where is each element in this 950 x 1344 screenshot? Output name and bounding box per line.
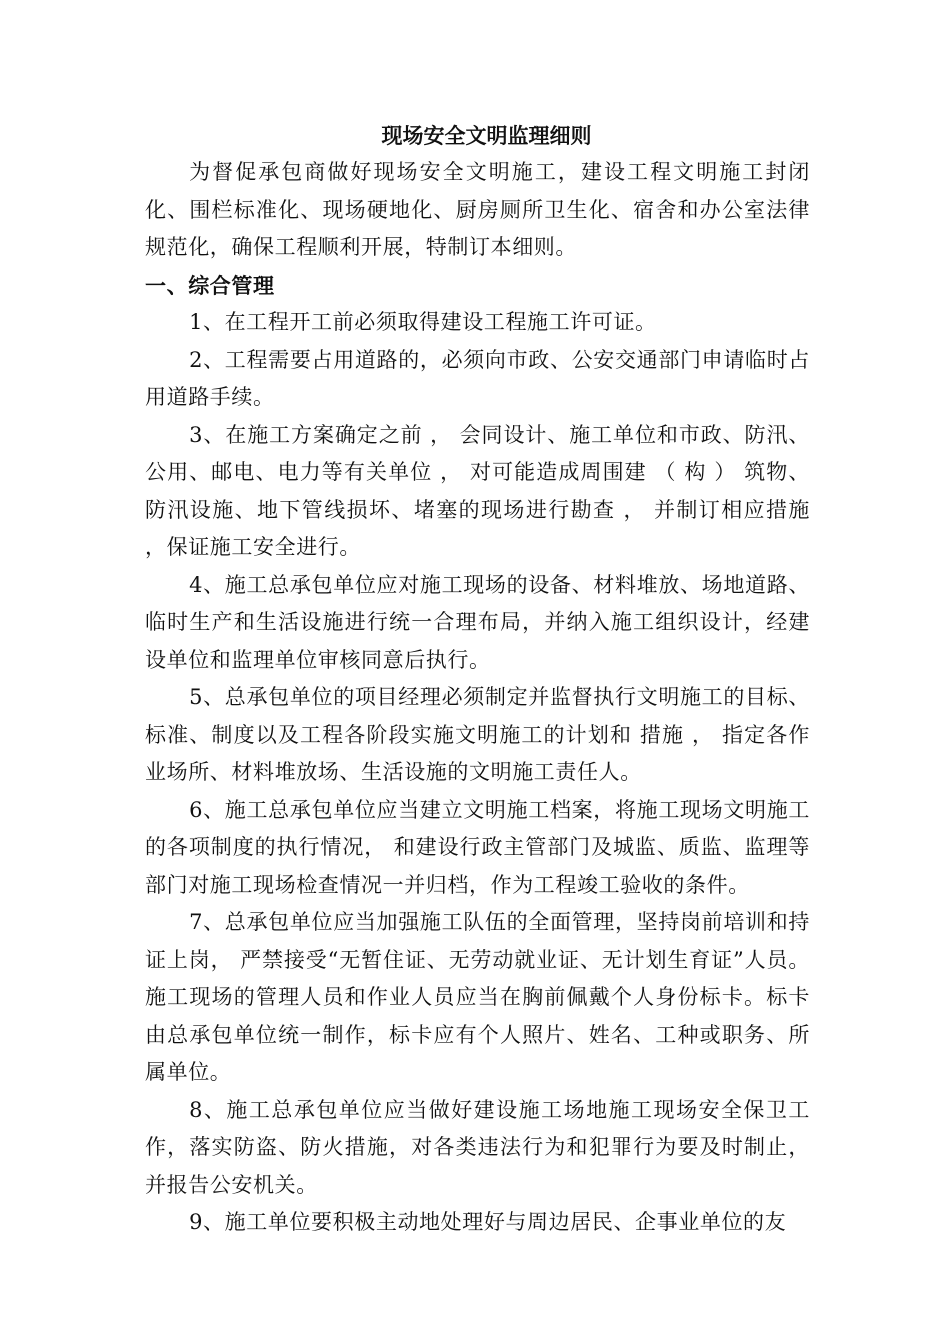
section-heading: 一、综合管理: [145, 272, 275, 298]
list-item: 4、施工总承包单位应对施工现场的设备、材料堆放、场地道路、临时生产和生活设施进行统一合理布局，并纳入施工组织设计，经建设单位和监理单位审核同意后执行。: [145, 572, 810, 672]
intro-paragraph: 为督促承包商做好现场安全文明施工，建设工程文明施工封闭化、围栏标准化、现场硬地化、厨房厕所卫生化、宿舍和办公室法律规范化，确保工程顺利开展，特制订本细则。: [145, 160, 810, 259]
list-item: 9、施工单位要积极主动地处理好与周边居民、企事业单位的友: [189, 1210, 787, 1234]
list-item: 6、施工总承包单位应当建立文明施工档案，将施工现场文明施工的各项制度的执行情况， 和建设行政主管部门及城监、质监、监理等部门对施工现场检查情况一并归档，作为工程竣工验收的条件。: [145, 797, 810, 897]
list-item: 7、总承包单位应当加强施工队伍的全面管理，坚持岗前培训和持证上岗， 严禁接受“无暂住证、无劳动就业证、无计划生育证”人员。施工现场的管理人员和作业人员应当在胸前佩戴个人身份标卡。标卡由总承包单位统一制作，标卡应有个人照片、姓名、工种或职务、所属单位。: [145, 910, 810, 1084]
list-item: 8、施工总承包单位应当做好建设施工场地施工现场安全保卫工作，落实防盗、防火措施，对各类违法行为和犯罪行为要及时制止，并报告公安机关。: [145, 1097, 810, 1197]
document-title: 现场安全文明监理细则: [381, 123, 592, 148]
list-item: 1、在工程开工前必须取得建设工程施工许可证。: [189, 310, 657, 334]
list-item: 2、工程需要占用道路的，必须向市政、公安交通部门申请临时占用道路手续。: [145, 347, 810, 409]
list-item: 3、在施工方案确定之前 ， 会同设计、施工单位和市政、防汛、公用、邮电、电力等有关单位 ， 对可能造成周围建 （ 构 ） 筑物、防汛设施、地下管线损坏、堵塞的现场进行勘查 ， 并制订相应措施 ，保证施工安全进行。: [145, 422, 810, 559]
list-item: 5、总承包单位的项目经理必须制定并监督执行文明施工的目标、标准、制度以及工程各阶段实施文明施工的计划和 措施 ， 指定各作业场所、材料堆放场、生活设施的文明施工责任人。: [145, 685, 810, 784]
document-body: [145, 118, 810, 1242]
